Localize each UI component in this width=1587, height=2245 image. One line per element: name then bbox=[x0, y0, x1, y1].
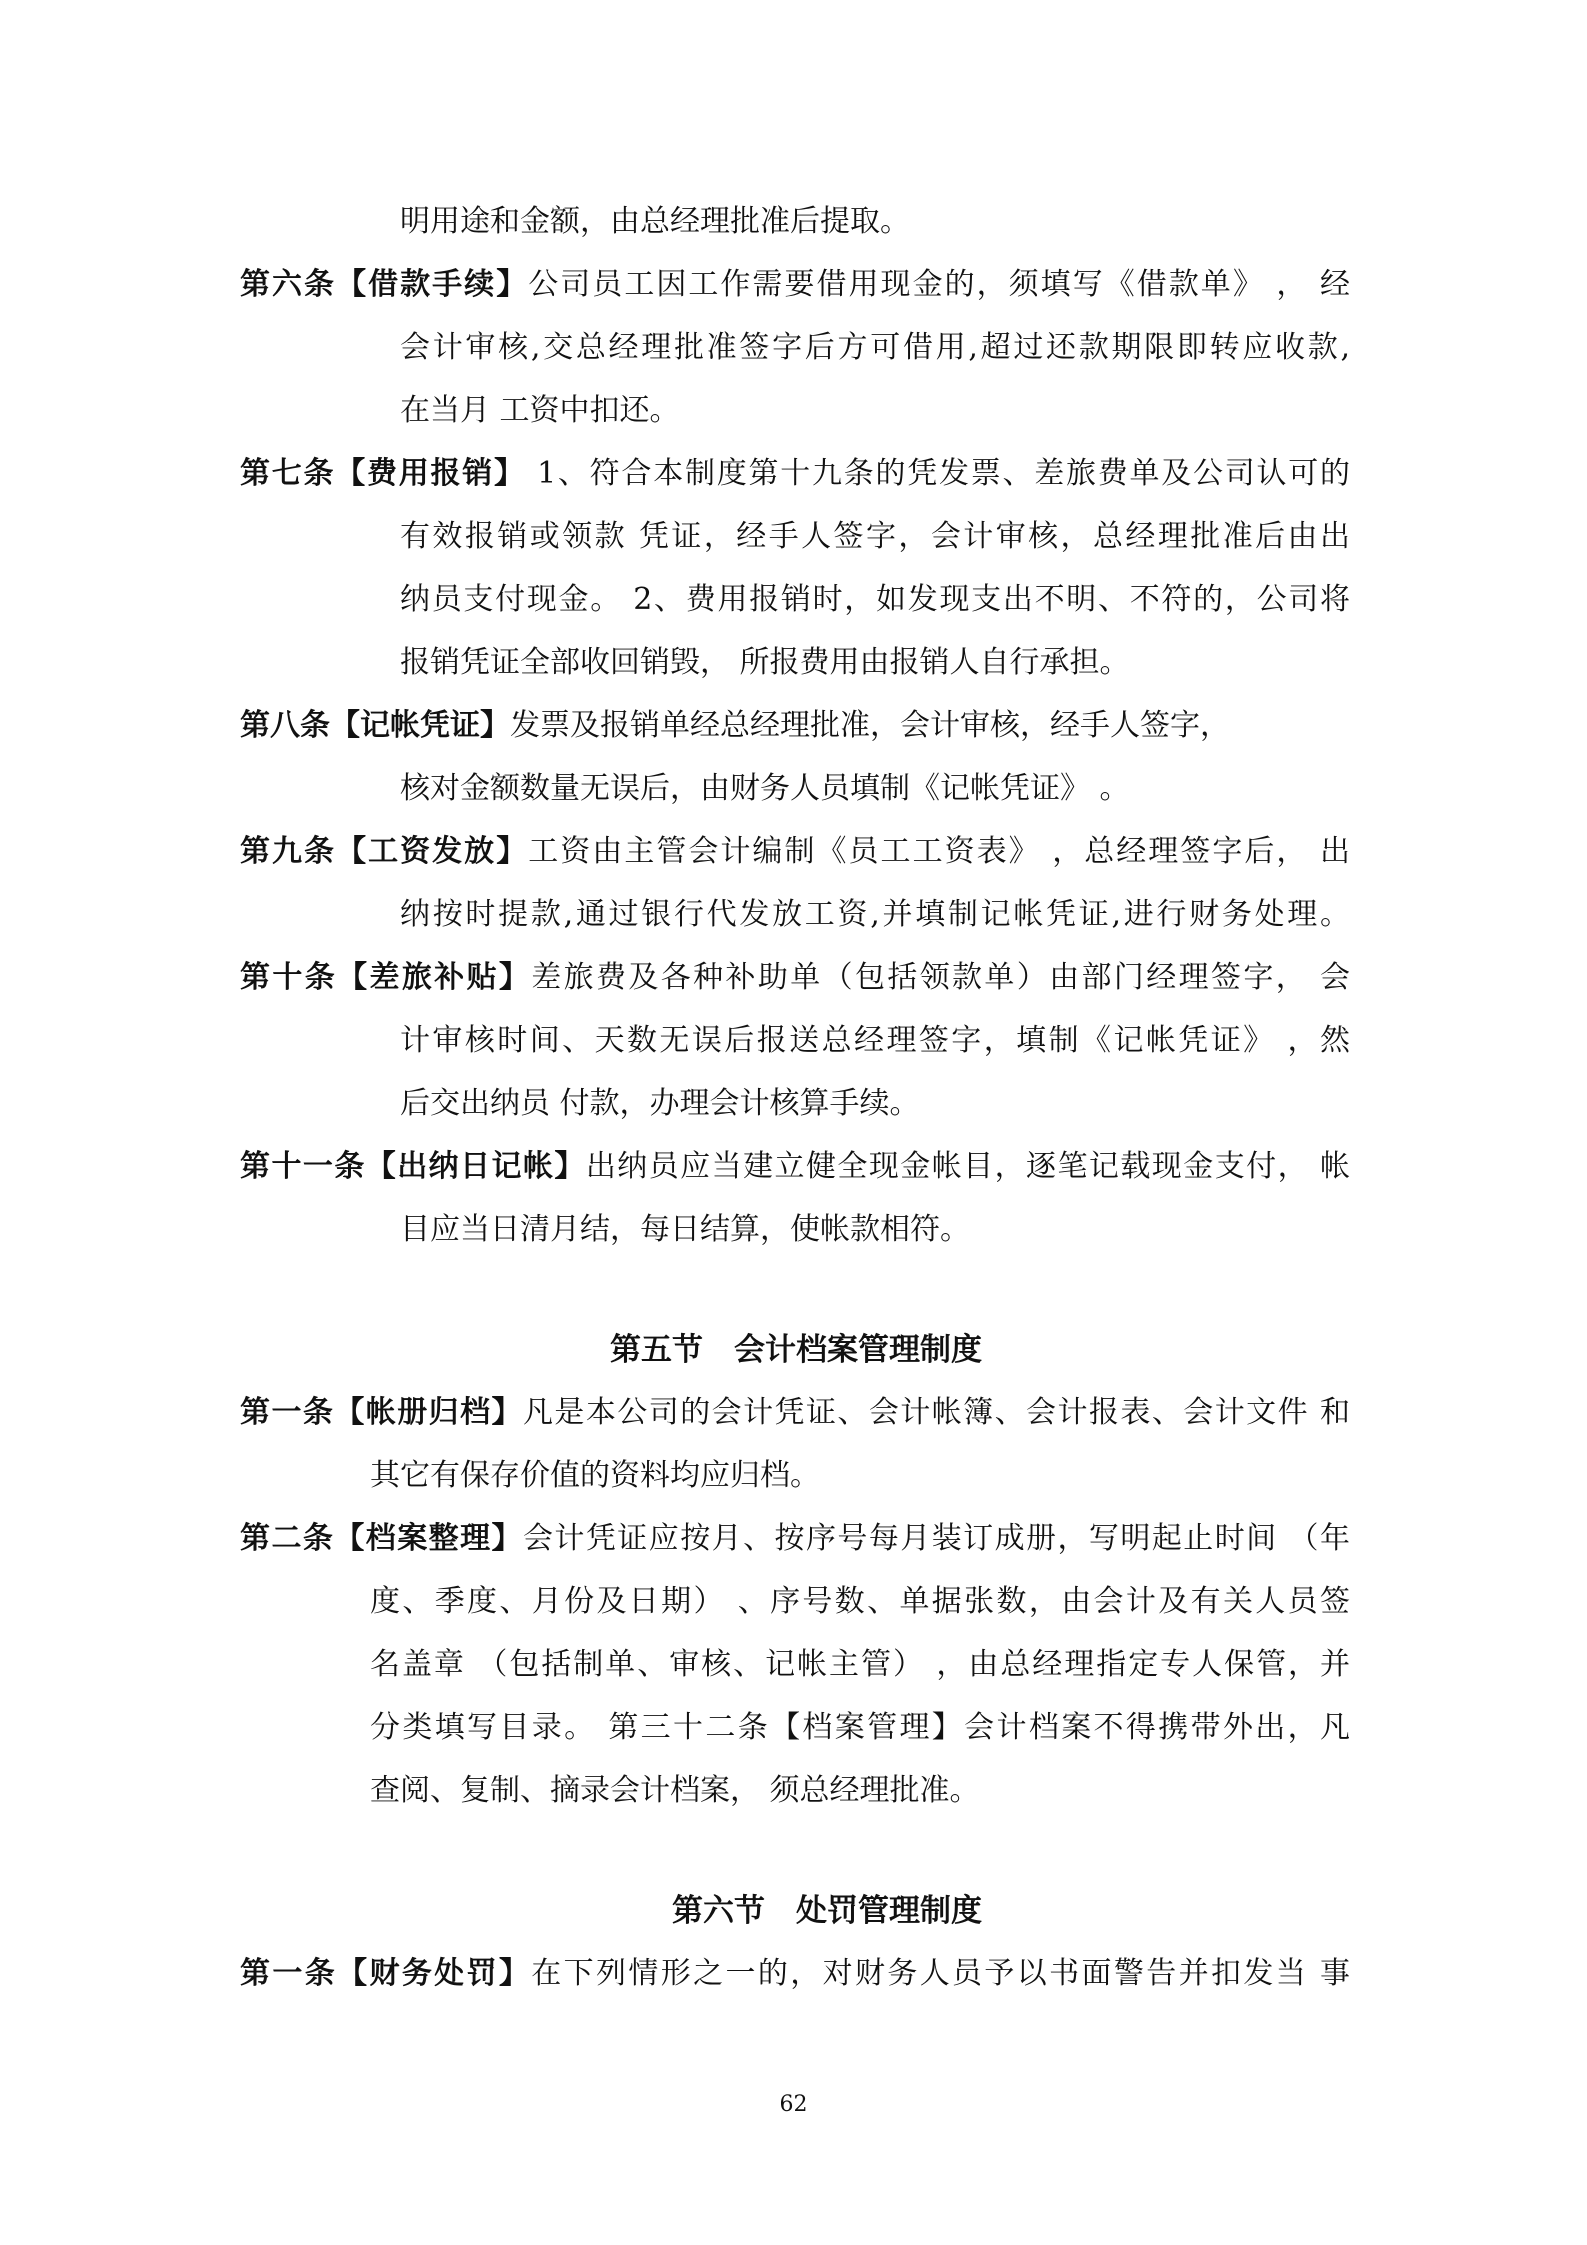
paragraph-line: 计审核时间、天数无误后报送总经理签字，填制《记帐凭证》 ，然 bbox=[400, 1023, 1350, 1058]
article-text: 工资由主管会计编制《员工工资表》 ，总经理签字后， 出 bbox=[528, 834, 1351, 869]
paragraph-line: 查阅、复制、摘录会计档案， 须总经理批准。 bbox=[370, 1773, 980, 1808]
paragraph-line: 其它有保存价值的资料均应归档。 bbox=[370, 1458, 820, 1493]
paragraph-line: 后交出纳员 付款，办理会计核算手续。 bbox=[400, 1086, 920, 1121]
article-line bbox=[240, 1145, 1350, 1189]
article-text: 1、符合本制度第十九条的凭发票、差旅费单及公司认可的 bbox=[525, 456, 1351, 491]
article-text: 出纳员应当建立健全现金帐目，逐笔记载现金支付， 帐 bbox=[585, 1149, 1350, 1184]
article-heading: 第九条【工资发放】 bbox=[240, 834, 529, 869]
article-heading: 第一条【财务处罚】 bbox=[240, 1956, 532, 1991]
article-line bbox=[240, 263, 1350, 307]
article-line bbox=[240, 452, 1350, 496]
paragraph-line: 分类填写目录。 第三十二条【档案管理】会计档案不得携带外出，凡 bbox=[370, 1710, 1350, 1745]
article-heading: 第六条【借款手续】 bbox=[240, 267, 529, 302]
article-line bbox=[240, 1517, 1350, 1561]
section-title: 第五节 会计档案管理制度 bbox=[610, 1332, 982, 1368]
article-text: 公司员工因工作需要借用现金的，须填写《借款单》 ， 经 bbox=[528, 267, 1351, 302]
article-heading: 第十一条【出纳日记帐】 bbox=[240, 1149, 586, 1184]
paragraph-line: 纳按时提款,通过银行代发放工资,并填制记帐凭证,进行财务处理。 bbox=[400, 897, 1350, 932]
paragraph-line: 名盖章 （包括制单、审核、记帐主管） ，由总经理指定专人保管，并 bbox=[370, 1647, 1350, 1682]
article-text: 凡是本公司的会计凭证、会计帐簿、会计报表、会计文件 和 bbox=[522, 1395, 1350, 1430]
article-heading: 第二条【档案整理】 bbox=[240, 1521, 523, 1556]
article-heading: 第一条【帐册归档】 bbox=[240, 1395, 523, 1430]
page-number: 62 bbox=[779, 2092, 808, 2117]
article-heading: 第八条【记帐凭证】 bbox=[240, 708, 510, 743]
article-text: 在下列情形之一的，对财务人员予以书面警告并扣发当 事 bbox=[531, 1956, 1350, 1991]
paragraph-line: 目应当日清月结，每日结算，使帐款相符。 bbox=[400, 1212, 970, 1247]
paragraph-line: 在当月 工资中扣还。 bbox=[400, 393, 680, 428]
paragraph-line: 会计审核,交总经理批准签字后方可借用,超过还款期限即转应收款, bbox=[400, 330, 1350, 365]
paragraph-line: 度、季度、月份及日期） 、序号数、单据张数，由会计及有关人员签 bbox=[370, 1584, 1350, 1619]
article-heading: 第七条【费用报销】 bbox=[240, 456, 526, 491]
article-line bbox=[240, 956, 1350, 1000]
paragraph-line: 核对金额数量无误后，由财务人员填制《记帐凭证》 。 bbox=[400, 771, 1130, 806]
article-heading: 第十条【差旅补贴】 bbox=[240, 960, 532, 995]
article-text: 发票及报销单经总经理批准，会计审核，经手人签字， bbox=[510, 708, 1230, 743]
article-line bbox=[240, 830, 1350, 874]
paragraph-line: 有效报销或领款 凭证，经手人签字，会计审核，总经理批准后由出 bbox=[400, 519, 1350, 554]
article-line bbox=[240, 1952, 1350, 1996]
section-title: 第六节 处罚管理制度 bbox=[672, 1893, 982, 1929]
article-text: 会计凭证应按月、按序号每月装订成册，写明起止时间 （年 bbox=[522, 1521, 1350, 1556]
article-line bbox=[240, 704, 1230, 748]
paragraph-line: 明用途和金额，由总经理批准后提取。 bbox=[400, 204, 910, 239]
paragraph-line: 报销凭证全部收回销毁， 所报费用由报销人自行承担。 bbox=[400, 645, 1130, 680]
article-text: 差旅费及各种补助单（包括领款单）由部门经理签字， 会 bbox=[531, 960, 1350, 995]
paragraph-line: 纳员支付现金。 2、费用报销时，如发现支出不明、不符的，公司将 bbox=[400, 582, 1350, 617]
article-line bbox=[240, 1391, 1350, 1435]
